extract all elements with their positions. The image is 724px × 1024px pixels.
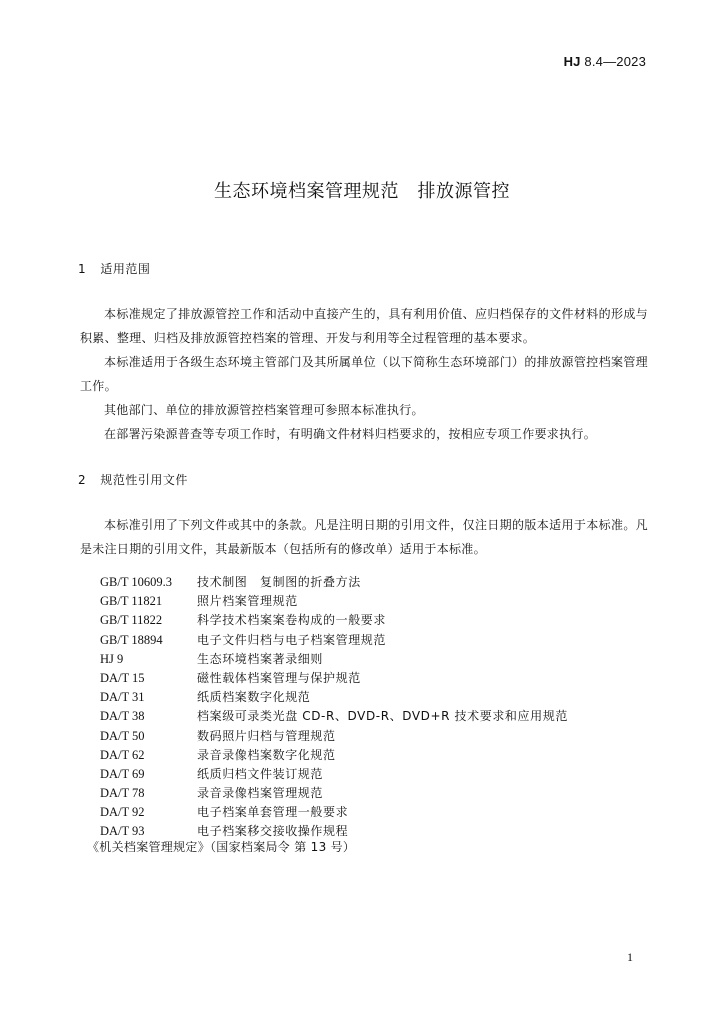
paragraph: 本标准规定了排放源管控工作和活动中直接产生的，具有利用价值、应归档保存的文件材料的形成与积累、整理、归档及排放源管控档案的管理、开发与利用等全过程管理的基本要求。	[80, 307, 648, 345]
paragraph: 在部署污染源普查等专项工作时，有明确文件材料归档要求的，按相应专项工作要求执行。	[104, 427, 597, 441]
reference-code: DA/T 38	[100, 709, 145, 724]
reference-title: 磁性载体档案管理与保护规范	[197, 670, 361, 685]
reference-title: 电子文件归档与电子档案管理规范	[197, 632, 387, 647]
reference-item	[100, 746, 660, 765]
reference-code: GB/T 18894	[100, 632, 163, 647]
reference-title: 技术制图 复制图的折叠方法	[197, 575, 361, 589]
reference-code: GB/T 10609.3	[100, 575, 172, 589]
reference-code: DA/T 78	[100, 786, 145, 801]
section-title: 适用范围	[100, 262, 151, 276]
reference-code: DA/T 15	[100, 670, 145, 685]
reference-item	[100, 573, 660, 592]
reference-title: 录音录像档案管理规范	[197, 786, 324, 801]
reference-code: HJ 9	[100, 651, 124, 666]
reference-code: DA/T 93	[100, 824, 145, 839]
reference-list	[100, 573, 660, 842]
reference-title: 录音录像档案数字化规范	[197, 747, 336, 762]
reference-title: 纸质档案数字化规范	[197, 690, 311, 705]
reference-code: DA/T 31	[100, 690, 145, 705]
reference-title: 生态环境档案著录细则	[197, 651, 324, 666]
reference-item	[100, 631, 660, 650]
reference-item	[100, 765, 660, 784]
reference-title: 照片档案管理规范	[197, 594, 298, 609]
reference-note: 《机关档案管理规定》（国家档案局令 第 13 号）	[87, 840, 356, 854]
reference-code: GB/T 11822	[100, 613, 163, 628]
reference-item	[100, 727, 660, 746]
reference-title: 科学技术档案案卷构成的一般要求	[197, 613, 387, 628]
reference-title: 数码照片归档与管理规范	[197, 728, 336, 743]
reference-item	[100, 592, 660, 611]
reference-item	[100, 688, 660, 707]
reference-title: 电子档案单套管理一般要求	[197, 805, 349, 820]
reference-code: DA/T 69	[100, 766, 145, 781]
section-number: 2	[78, 473, 87, 487]
paragraph: 其他部门、单位的排放源管控档案管理可参照本标准执行。	[104, 403, 424, 417]
reference-code: DA/T 92	[100, 805, 145, 820]
standard-code	[564, 54, 646, 69]
reference-item	[100, 784, 660, 803]
standard-code-prefix: HJ	[563, 54, 581, 69]
document-title: 生态环境档案管理规范 排放源管控	[214, 181, 510, 202]
reference-item	[100, 669, 660, 688]
standard-code-suffix: 8.4—2023	[584, 54, 646, 69]
reference-title: 纸质归档文件装订规范	[197, 766, 324, 781]
paragraph: 本标准适用于各级生态环境主管部门及其所属单位（以下简称生态环境部门）的排放源管控档案管理工作。	[80, 355, 648, 393]
reference-title: 电子档案移交接收操作规程	[197, 824, 349, 839]
reference-code: GB/T 11821	[100, 594, 163, 609]
section-title: 规范性引用文件	[100, 473, 188, 487]
reference-item	[100, 707, 660, 726]
section-1-heading	[78, 260, 150, 277]
section-number: 1	[78, 262, 87, 276]
reference-item	[100, 803, 660, 822]
section-2-heading	[78, 471, 188, 488]
reference-item	[100, 650, 660, 669]
reference-code: DA/T 62	[100, 747, 145, 762]
reference-item	[100, 611, 660, 630]
reference-code: DA/T 50	[100, 728, 145, 743]
page-number: 1	[627, 950, 633, 964]
paragraph: 本标准引用了下列文件或其中的条款。凡是注明日期的引用文件，仅注日期的版本适用于本标准。凡是未注日期的引用文件，其最新版本（包括所有的修改单）适用于本标准。	[80, 518, 648, 556]
reference-title: 档案级可录类光盘 CD-R、DVD-R、DVD+R 技术要求和应用规范	[197, 709, 568, 724]
